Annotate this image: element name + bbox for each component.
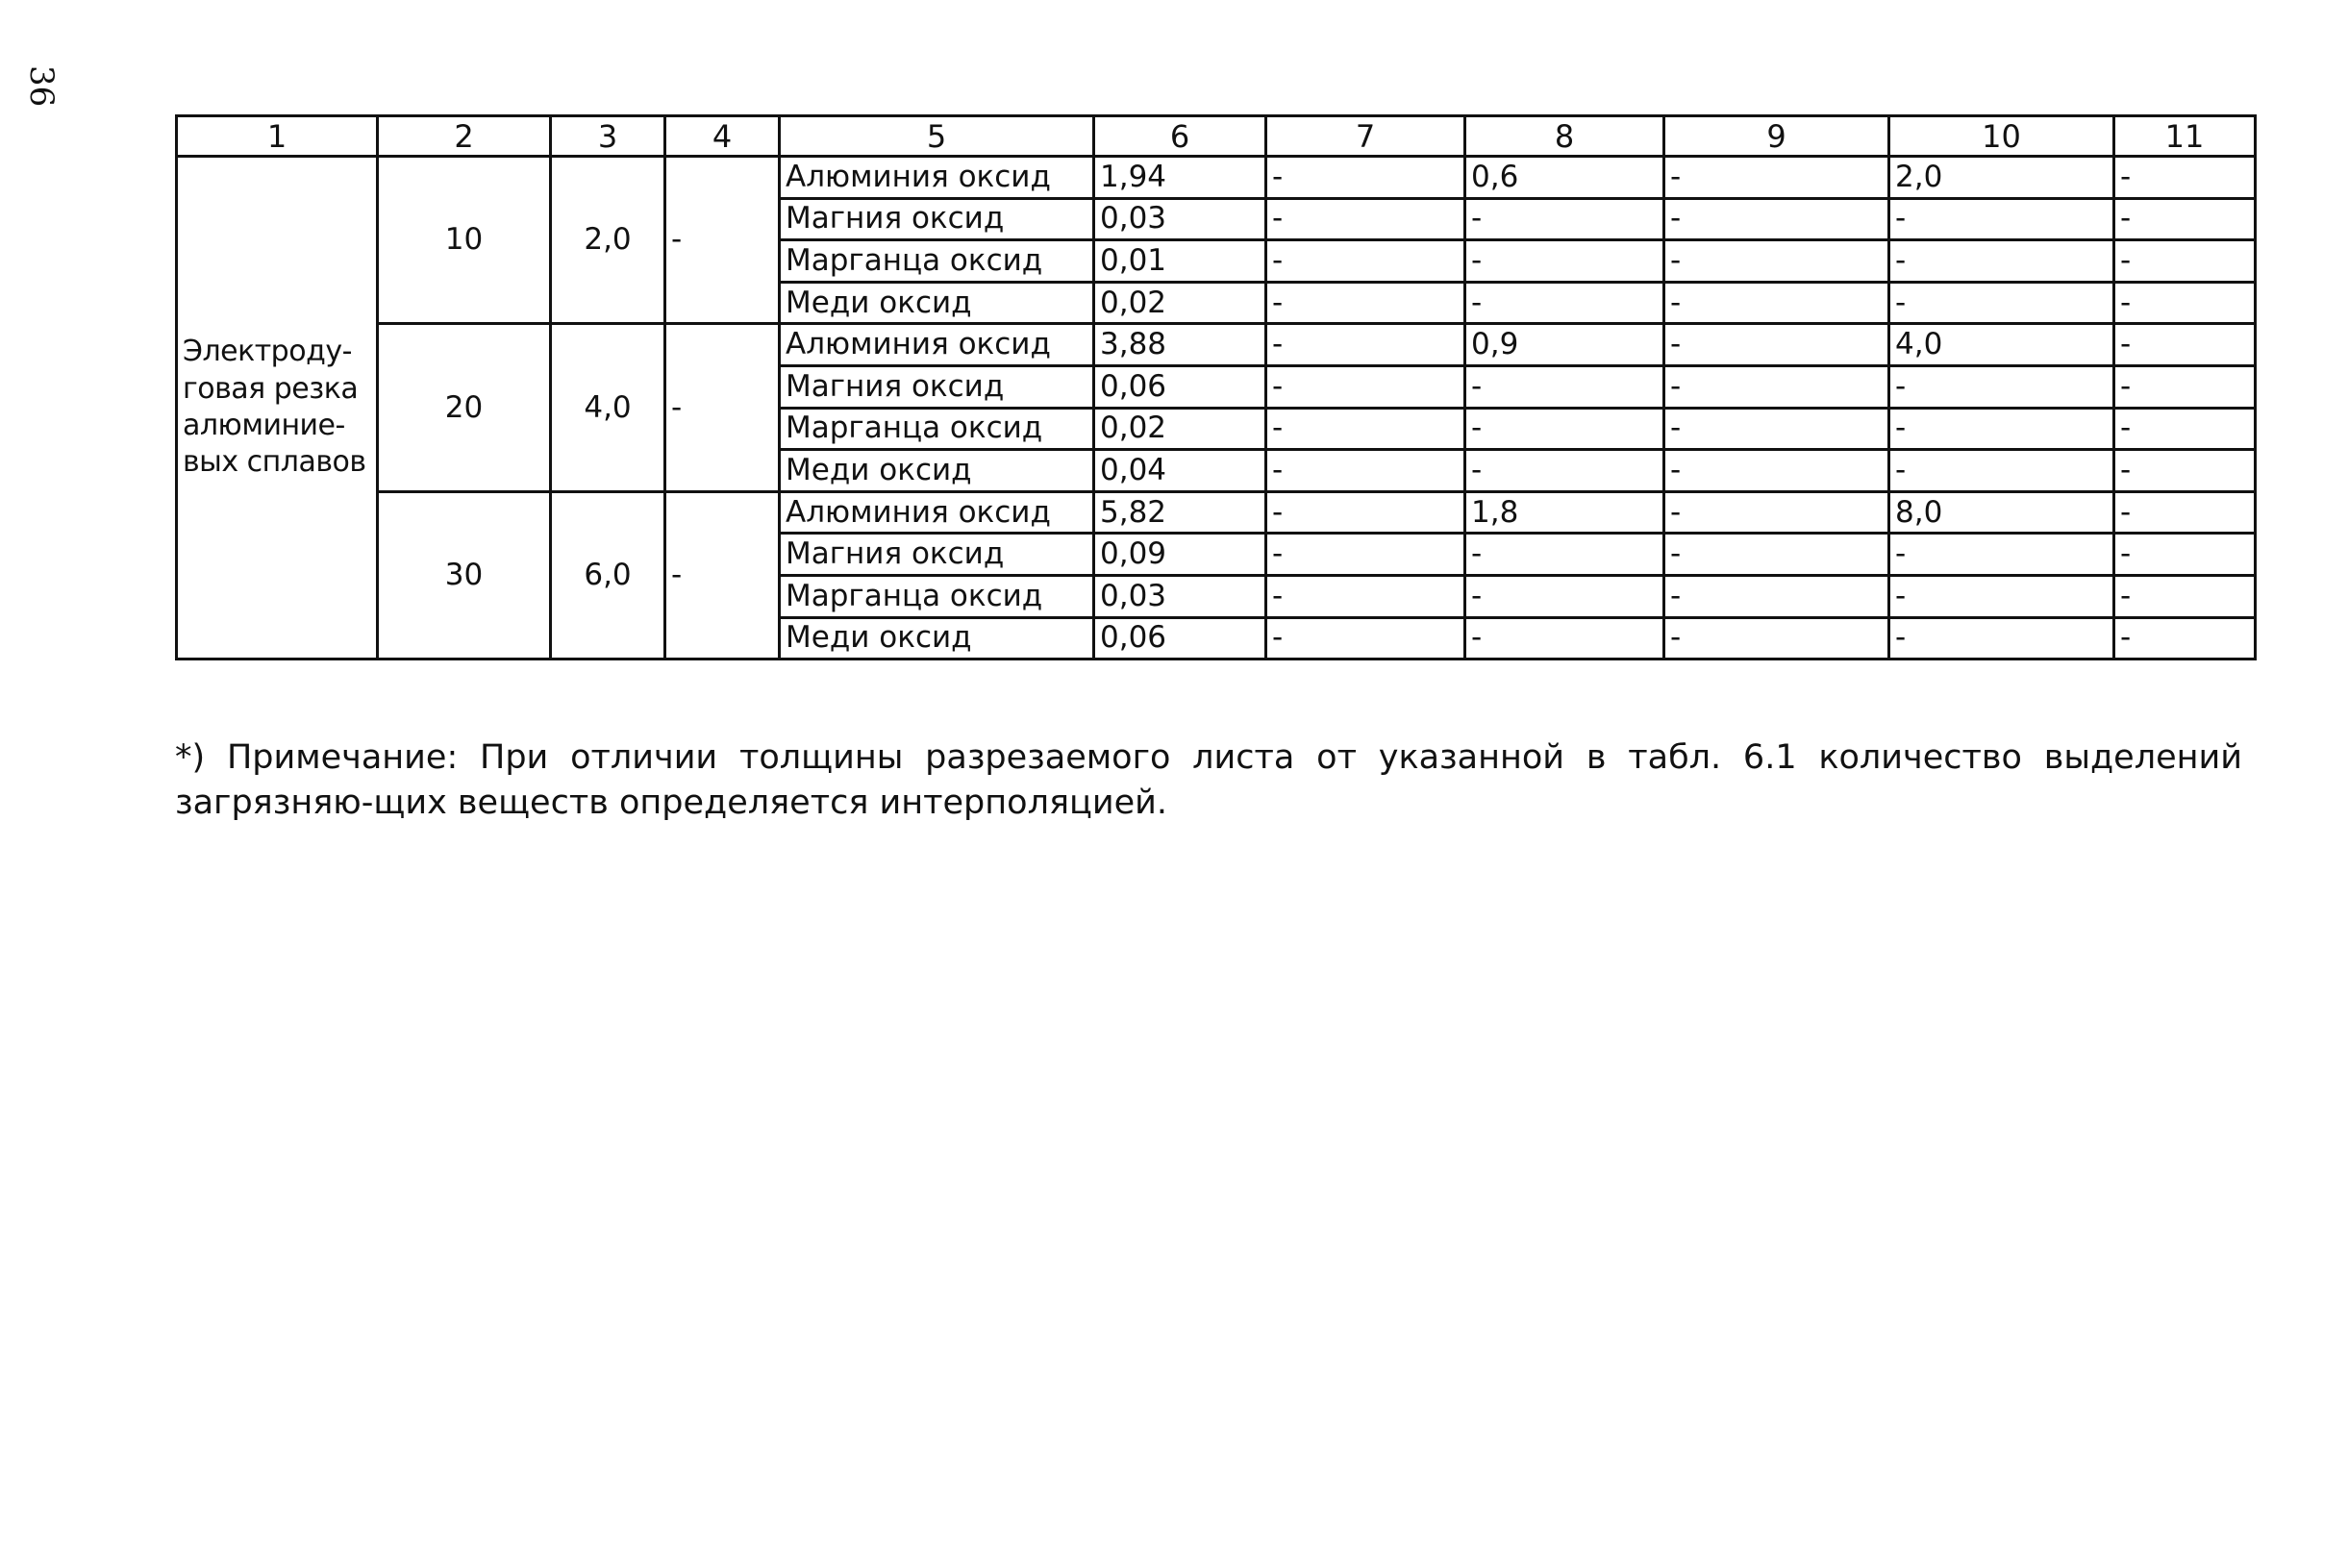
value-cell-10: -: [1889, 240, 2114, 283]
page-number: 36: [22, 65, 61, 108]
substance-name-cell: Меди оксид: [780, 450, 1094, 492]
group-dash-cell: -: [665, 491, 780, 659]
group-value-cell: 6,0: [551, 491, 665, 659]
header-cell-7: 7: [1266, 116, 1465, 157]
value-cell-10: -: [1889, 450, 2114, 492]
value-cell-6: 0,06: [1094, 617, 1266, 660]
value-cell-10: 2,0: [1889, 157, 2114, 199]
table-footnote: *) Примечание: При отличии толщины разрезаемого листа от указанной в табл. 6.1 количество выделений загрязняю-щих веществ определяется интерполяцией.: [175, 738, 2242, 822]
value-cell-10: -: [1889, 198, 2114, 240]
value-cell-10: -: [1889, 282, 2114, 324]
substance-name-cell: Марганца оксид: [780, 575, 1094, 617]
substance-name-cell: Меди оксид: [780, 282, 1094, 324]
value-cell-10: -: [1889, 575, 2114, 617]
value-cell-6: 0,04: [1094, 450, 1266, 492]
value-cell-10: -: [1889, 534, 2114, 576]
value-cell-7: -: [1266, 324, 1465, 366]
value-cell-7: -: [1266, 240, 1465, 283]
substance-name-cell: Алюминия оксид: [780, 157, 1094, 199]
value-cell-6: 0,03: [1094, 198, 1266, 240]
value-cell-10: -: [1889, 617, 2114, 660]
header-cell-1: 1: [177, 116, 378, 157]
value-cell-8: -: [1465, 282, 1664, 324]
value-cell-9: -: [1664, 491, 1889, 534]
value-cell-8: -: [1465, 450, 1664, 492]
value-cell-6: 1,94: [1094, 157, 1266, 199]
substance-name-cell: Алюминия оксид: [780, 324, 1094, 366]
thickness-cell: 30: [378, 491, 551, 659]
value-cell-11: -: [2114, 198, 2256, 240]
process-name-cell: Электроду-говая резка алюминие-вых сплавов: [177, 157, 378, 660]
value-cell-7: -: [1266, 617, 1465, 660]
value-cell-10: -: [1889, 408, 2114, 450]
group-dash-cell: -: [665, 157, 780, 324]
value-cell-9: -: [1664, 198, 1889, 240]
value-cell-11: -: [2114, 408, 2256, 450]
value-cell-11: -: [2114, 324, 2256, 366]
value-cell-10: 8,0: [1889, 491, 2114, 534]
value-cell-11: -: [2114, 240, 2256, 283]
value-cell-11: -: [2114, 575, 2256, 617]
value-cell-11: -: [2114, 157, 2256, 199]
value-cell-6: 0,03: [1094, 575, 1266, 617]
value-cell-9: -: [1664, 408, 1889, 450]
table-row: [177, 324, 2256, 366]
header-cell-8: 8: [1465, 116, 1664, 157]
value-cell-8: -: [1465, 365, 1664, 408]
header-cell-6: 6: [1094, 116, 1266, 157]
value-cell-8: -: [1465, 534, 1664, 576]
group-dash-cell: -: [665, 324, 780, 491]
value-cell-6: 0,02: [1094, 408, 1266, 450]
value-cell-9: -: [1664, 157, 1889, 199]
header-cell-11: 11: [2114, 116, 2256, 157]
value-cell-7: -: [1266, 491, 1465, 534]
value-cell-7: -: [1266, 534, 1465, 576]
header-cell-5: 5: [780, 116, 1094, 157]
emissions-table: [175, 114, 2257, 660]
substance-name-cell: Марганца оксид: [780, 408, 1094, 450]
value-cell-6: 0,09: [1094, 534, 1266, 576]
value-cell-11: -: [2114, 534, 2256, 576]
value-cell-6: 0,01: [1094, 240, 1266, 283]
header-cell-2: 2: [378, 116, 551, 157]
substance-name-cell: Магния оксид: [780, 198, 1094, 240]
value-cell-11: -: [2114, 617, 2256, 660]
substance-name-cell: Магния оксид: [780, 534, 1094, 576]
value-cell-7: -: [1266, 198, 1465, 240]
value-cell-11: -: [2114, 365, 2256, 408]
group-value-cell: 2,0: [551, 157, 665, 324]
value-cell-7: -: [1266, 365, 1465, 408]
value-cell-8: 0,9: [1465, 324, 1664, 366]
value-cell-8: -: [1465, 408, 1664, 450]
value-cell-9: -: [1664, 450, 1889, 492]
value-cell-7: -: [1266, 282, 1465, 324]
value-cell-9: -: [1664, 282, 1889, 324]
value-cell-11: -: [2114, 450, 2256, 492]
table-row: [177, 491, 2256, 534]
value-cell-8: 1,8: [1465, 491, 1664, 534]
value-cell-7: -: [1266, 157, 1465, 199]
value-cell-8: 0,6: [1465, 157, 1664, 199]
thickness-cell: 10: [378, 157, 551, 324]
value-cell-8: -: [1465, 198, 1664, 240]
value-cell-6: 0,06: [1094, 365, 1266, 408]
substance-name-cell: Марганца оксид: [780, 240, 1094, 283]
value-cell-10: 4,0: [1889, 324, 2114, 366]
value-cell-8: -: [1465, 240, 1664, 283]
value-cell-7: -: [1266, 408, 1465, 450]
group-value-cell: 4,0: [551, 324, 665, 491]
value-cell-11: -: [2114, 282, 2256, 324]
value-cell-6: 3,88: [1094, 324, 1266, 366]
header-cell-9: 9: [1664, 116, 1889, 157]
substance-name-cell: Магния оксид: [780, 365, 1094, 408]
table-row: [177, 157, 2256, 199]
value-cell-7: -: [1266, 575, 1465, 617]
substance-name-cell: Меди оксид: [780, 617, 1094, 660]
header-cell-10: 10: [1889, 116, 2114, 157]
value-cell-8: -: [1465, 617, 1664, 660]
value-cell-6: 0,02: [1094, 282, 1266, 324]
substance-name-cell: Алюминия оксид: [780, 491, 1094, 534]
value-cell-9: -: [1664, 575, 1889, 617]
value-cell-9: -: [1664, 617, 1889, 660]
table-header-row: [177, 116, 2256, 157]
value-cell-9: -: [1664, 324, 1889, 366]
thickness-cell: 20: [378, 324, 551, 491]
value-cell-9: -: [1664, 534, 1889, 576]
value-cell-9: -: [1664, 365, 1889, 408]
header-cell-4: 4: [665, 116, 780, 157]
header-cell-3: 3: [551, 116, 665, 157]
value-cell-10: -: [1889, 365, 2114, 408]
value-cell-8: -: [1465, 575, 1664, 617]
value-cell-6: 5,82: [1094, 491, 1266, 534]
value-cell-9: -: [1664, 240, 1889, 283]
value-cell-11: -: [2114, 491, 2256, 534]
value-cell-7: -: [1266, 450, 1465, 492]
